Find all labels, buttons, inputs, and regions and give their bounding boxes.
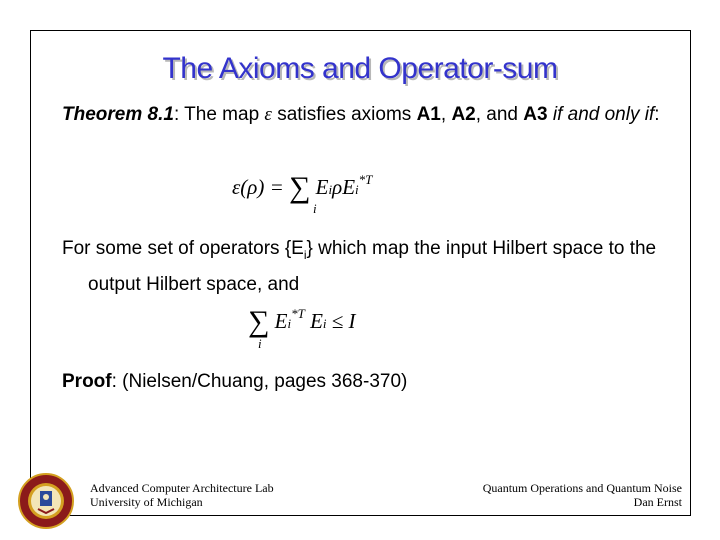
eq1-sigma: ∑ [289, 171, 311, 204]
eq2-sigma: ∑ [248, 305, 270, 338]
eq1-e: E [315, 175, 329, 199]
eq1-sub-i2: i [355, 182, 359, 197]
eq2-sup: *T [291, 306, 305, 321]
footer-topic: Quantum Operations and Quantum Noise [482, 481, 682, 495]
proof-text: : (Nielsen/Chuang, pages 368-370) [111, 371, 408, 392]
axiom-a1: A1 [416, 104, 441, 125]
theorem-colon: : [654, 104, 660, 125]
axiom-a2: A2 [451, 104, 476, 125]
theorem-sep: : [173, 104, 185, 125]
operators-text-1: For some set of operators {E [62, 238, 304, 259]
eq1-sum-index: i [313, 201, 317, 216]
eq2-e2: E [304, 309, 323, 333]
epsilon-symbol: ε [264, 104, 272, 125]
eq2-sum-index: i [258, 336, 262, 351]
completeness-inequality [248, 302, 356, 351]
eq2-sub-i: i [287, 316, 292, 331]
footer-left [90, 481, 274, 509]
footer-right [483, 481, 682, 509]
footer-university: University of Michigan [90, 495, 203, 509]
eq2-sub-i2: i [322, 316, 327, 331]
footer-author: Dan Ernst [633, 495, 682, 509]
theorem-label: Theorem 8.1 [62, 104, 174, 125]
theorem-text-1: The map [184, 104, 265, 125]
slide-title: The Axioms and Operator-sum [162, 52, 558, 85]
eq1-sub-i: i [328, 182, 333, 197]
theorem-text-2: satisfies axioms [271, 104, 417, 125]
eq1-lhs: ε(ρ) = [232, 175, 290, 199]
footer-lab: Advanced Computer Architecture Lab [90, 481, 274, 495]
theorem-comma-1: , [440, 104, 452, 125]
proof-label: Proof [62, 371, 112, 392]
eq2-e: E [274, 309, 288, 333]
operators-paragraph [62, 234, 708, 299]
theorem-paragraph [62, 100, 688, 129]
university-seal-icon [18, 473, 74, 529]
theorem-iff: if and only if [547, 104, 655, 125]
eq1-rho-e: ρE [332, 175, 356, 199]
proof-paragraph [62, 367, 407, 396]
operator-sum-equation [232, 168, 373, 216]
operators-sub-i: i [303, 247, 307, 262]
eq2-rhs: ≤ I [326, 309, 356, 333]
eq1-sup: *T [358, 172, 373, 187]
operators-text-2: } which map the input Hilbert space to the output Hilbert space, and [88, 238, 657, 295]
theorem-comma-2: , and [475, 104, 524, 125]
axiom-a3: A3 [523, 104, 548, 125]
